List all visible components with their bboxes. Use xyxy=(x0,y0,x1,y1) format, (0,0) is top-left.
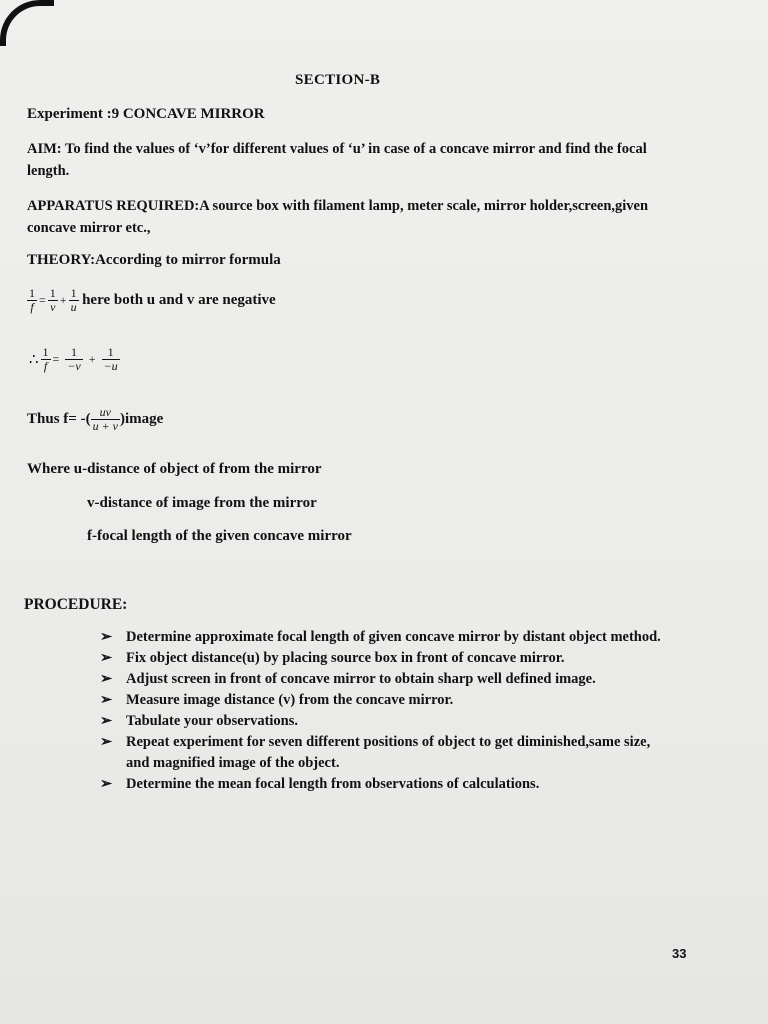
fraction-1-over-v: $\frac{1}{v}$ xyxy=(49,286,56,314)
arrow-bullet-icon: ➢ xyxy=(100,650,113,666)
fraction-1-over-f: $\frac{1}{f}$ xyxy=(42,345,49,373)
fraction-uv-over-u-plus-v: $\frac{uv}{u + v}$ xyxy=(92,405,118,433)
plus-sign: + xyxy=(88,352,96,366)
list-item: ➢ Determine the mean focal length from observations of calculations. xyxy=(100,774,670,795)
arrow-bullet-icon: ➢ xyxy=(100,629,113,645)
page-number: 33 xyxy=(672,946,687,961)
list-item: ➢ Repeat experiment for seven different positions of object to get diminished,same size, and magnified image of the object. xyxy=(100,734,651,771)
fraction-1-over-u: $\frac{1}{u}$ xyxy=(70,286,77,314)
section-heading: SECTION-B xyxy=(295,72,381,88)
arrow-bullet-icon: ➢ xyxy=(100,671,113,687)
equals-sign: = xyxy=(52,352,60,366)
where-line: Where u-distance of object of from the mirror xyxy=(27,461,322,477)
theory-line: THEORY:According to mirror formula xyxy=(27,252,281,268)
list-item: ➢ Fix object distance(u) by placing source box in front of concave mirror. xyxy=(100,648,670,669)
arrow-bullet-icon: ➢ xyxy=(100,692,113,708)
formula-note: here both u and v are negative xyxy=(82,292,276,308)
list-item: ➢ Determine approximate focal length of given concave mirror by distant object method. xyxy=(100,627,670,648)
arrow-bullet-icon: ➢ xyxy=(100,776,113,792)
plus-sign: + xyxy=(59,293,67,307)
aim-text: To find the values of ‘v’for different values of ‘u’ in case of a concave mirror and find the focal length. xyxy=(27,141,647,179)
arrow-bullet-icon: ➢ xyxy=(100,734,113,750)
aim-label: AIM: xyxy=(27,141,62,157)
arrow-bullet-icon: ➢ xyxy=(100,713,113,729)
apparatus-text: A source box with filament lamp, meter scale, mirror holder,screen,given concave mirror etc., xyxy=(27,198,649,236)
definition-v: v-distance of image from the mirror xyxy=(87,495,317,511)
list-item: ➢ Measure image distance (v) from the concave mirror. xyxy=(100,690,670,711)
aim-paragraph xyxy=(27,138,677,182)
formula-prefix: Thus f= -( xyxy=(27,411,91,427)
apparatus-paragraph xyxy=(27,195,677,239)
fraction-1-over-f: $\frac{1}{f}$ xyxy=(29,286,35,314)
procedure-list xyxy=(100,627,670,795)
sign-convention-formula xyxy=(27,346,124,373)
list-item: ➢ Tabulate your observations. xyxy=(100,711,670,732)
procedure-heading: PROCEDURE: xyxy=(24,596,128,613)
apparatus-label: APPARATUS REQUIRED: xyxy=(27,198,200,214)
equals-sign: = xyxy=(39,293,46,307)
formula-suffix: )image xyxy=(120,411,164,427)
fraction-1-over-neg-u: $\frac{1}{-u}$ xyxy=(103,345,118,373)
therefore-symbol: ∴ xyxy=(29,352,39,368)
fraction-1-over-neg-v: $\frac{1}{-v}$ xyxy=(67,345,81,373)
mirror-formula xyxy=(27,287,276,314)
experiment-title: Experiment :9 CONCAVE MIRROR xyxy=(27,106,265,122)
focal-length-formula xyxy=(27,406,163,433)
definition-f: f-focal length of the given concave mirror xyxy=(87,528,352,544)
page-corner-mark xyxy=(0,0,54,46)
list-item: ➢ Adjust screen in front of concave mirror to obtain sharp well defined image. xyxy=(100,669,670,690)
